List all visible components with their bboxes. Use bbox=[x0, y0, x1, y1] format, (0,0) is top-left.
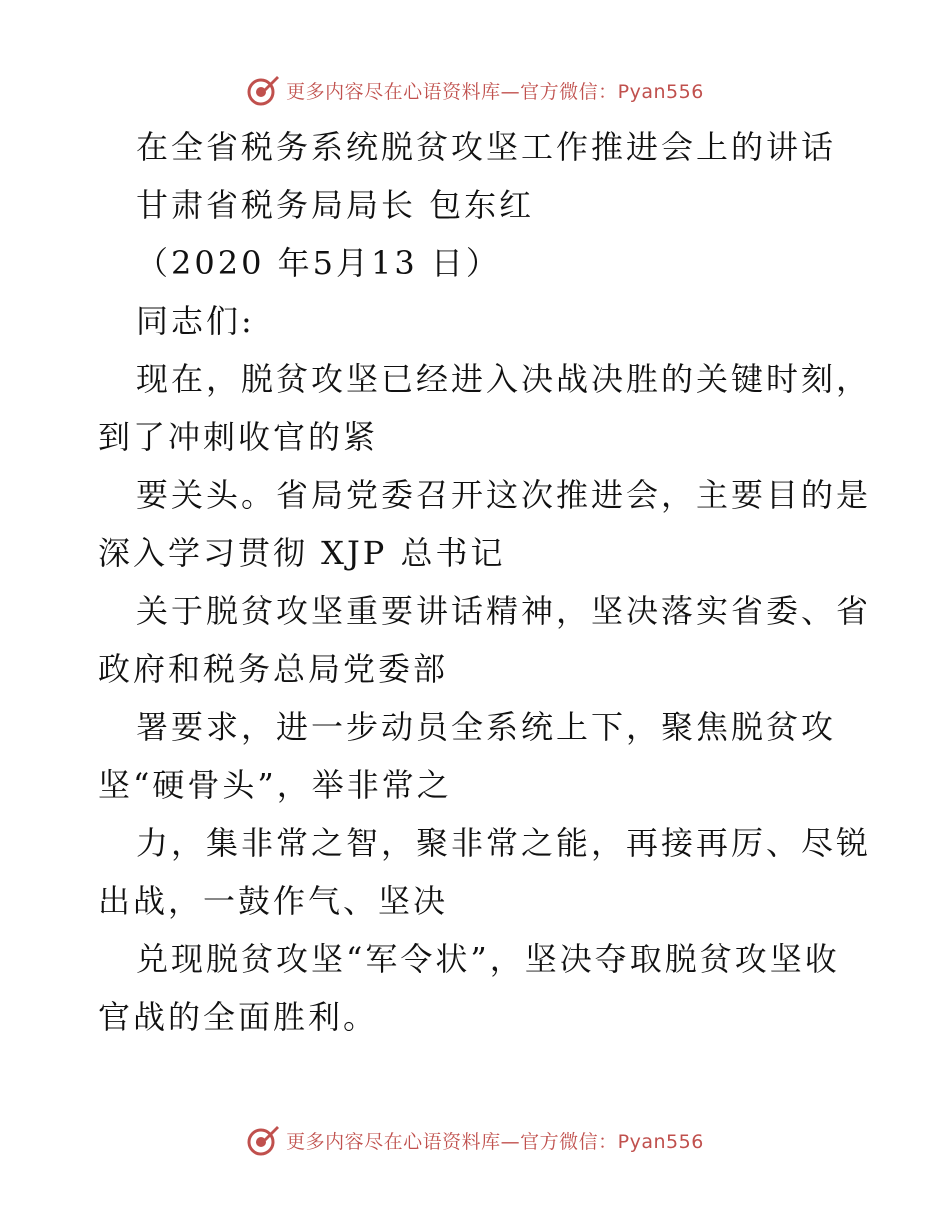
paragraph-line: 现在，脱贫攻坚已经进入决战决胜的关键时刻， bbox=[136, 360, 872, 398]
document-author: 甘肃省税务局局长 包东红 bbox=[136, 186, 535, 224]
watermark-text: 更多内容尽在心语资料库—官方微信：Pyan556 bbox=[286, 1130, 704, 1153]
document-date: （2020 年5月13 日） bbox=[136, 244, 501, 282]
paragraph-line: 署要求，进一步动员全系统上下，聚焦脱贫攻 bbox=[136, 708, 837, 746]
paragraph-line: 出战，一鼓作气、坚决 bbox=[98, 882, 449, 920]
paragraph-line: 政府和税务总局党委部 bbox=[98, 650, 449, 688]
paragraph-line: 要关头。省局党委召开这次推进会，主要目的是 bbox=[136, 476, 872, 514]
paragraph-line: 关于脱贫攻坚重要讲话精神，坚决落实省委、省 bbox=[136, 592, 872, 630]
footer-watermark bbox=[0, 1120, 950, 1160]
paragraph-line: 深入学习贯彻 XJP 总书记 bbox=[98, 534, 506, 572]
pen-logo-icon bbox=[246, 73, 280, 107]
document-title: 在全省税务系统脱贫攻坚工作推进会上的讲话 bbox=[136, 128, 837, 166]
paragraph-line: 到了冲刺收官的紧 bbox=[98, 418, 379, 456]
pen-logo-icon bbox=[246, 1123, 280, 1157]
document-greeting: 同志们: bbox=[136, 302, 255, 340]
paragraph-line: 官战的全面胜利。 bbox=[98, 998, 379, 1036]
paragraph-line: 兑现脱贫攻坚“军令状”，坚决夺取脱贫攻坚收 bbox=[136, 940, 840, 978]
watermark-text: 更多内容尽在心语资料库—官方微信：Pyan556 bbox=[286, 80, 704, 103]
paragraph-line: 坚“硬骨头”，举非常之 bbox=[98, 766, 452, 804]
document-body bbox=[98, 118, 872, 1046]
header-watermark bbox=[0, 70, 950, 110]
paragraph-line: 力，集非常之智，聚非常之能，再接再厉、尽锐 bbox=[136, 824, 872, 862]
